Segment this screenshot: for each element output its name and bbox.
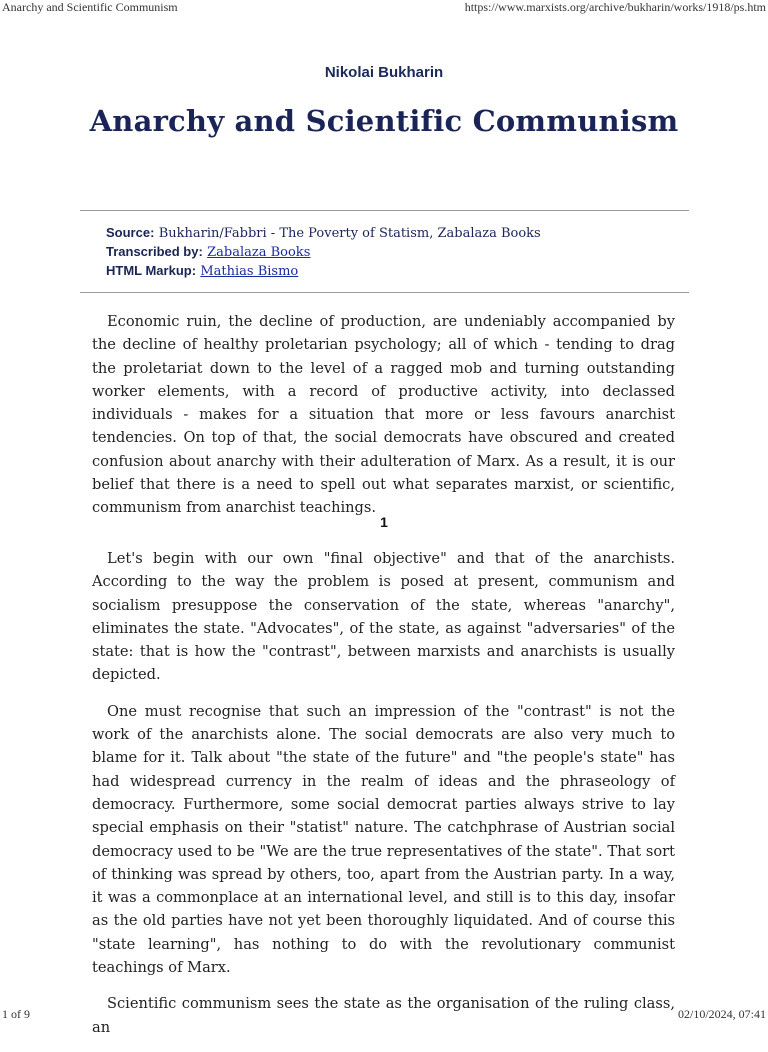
- page-title: Anarchy and Scientific Communism: [89, 104, 679, 138]
- paragraph: Scientific communism sees the state as the organisation of the ruling class, an: [92, 995, 675, 1036]
- source-label: Source:: [106, 225, 155, 240]
- paragraph: Economic ruin, the decline of production, are undeniably accompanied by the decline of healthy proletarian psychology; all of which - tending to drag the proletariat down to the level of a ragged mob and turning outstanding worker elements, with a record of productive activity, into declassed individuals - makes for a situation that more or less favours anarchist tendencies. On top of that, the social democrats have obscured and created confusion about anarchy with their adulteration of Marx. As a result, it is our belief that there is a need to spell out what separates marxist, or scientific, communism from anarchist teachings.: [92, 313, 675, 517]
- print-datetime: 02/10/2024, 07:41: [677, 1007, 766, 1021]
- markup-link[interactable]: Mathias Bismo: [200, 264, 299, 279]
- source-row: [106, 224, 686, 243]
- info-divider-top: [80, 210, 689, 211]
- print-header: [0, 0, 768, 16]
- document-info: [106, 224, 686, 281]
- transcribed-link[interactable]: Zabalaza Books: [207, 245, 311, 260]
- page-count: 1 of 9: [2, 1007, 30, 1021]
- transcribed-label: Transcribed by:: [106, 244, 203, 259]
- markup-label: HTML Markup:: [106, 263, 197, 278]
- print-header-title: Anarchy and Scientific Communism: [2, 0, 178, 14]
- markup-row: [106, 262, 686, 281]
- transcribed-row: [106, 243, 686, 262]
- section-text: [92, 547, 675, 1052]
- source-value: Bukharin/Fabbri - The Poverty of Statism, Zabalaza Books: [158, 226, 541, 241]
- section-number: 1: [380, 514, 388, 530]
- print-footer: [0, 1006, 768, 1024]
- info-divider-bottom: [80, 292, 689, 293]
- author-name: Nikolai Bukharin: [324, 64, 444, 81]
- paragraph: Let's begin with our own "final objective" and that of the anarchists. According to the way the problem is posed at present, communism and socialism presuppose the conservation of the state, whereas "anarchy", eliminates the state. "Advocates", of the state, as against "adversaries" of the state: that is how the "contrast", between marxists and anarchists is usually depicted.: [92, 550, 675, 684]
- print-header-url: https://www.marxists.org/archive/bukharin/works/1918/ps.htm: [464, 0, 766, 14]
- intro-text: [92, 310, 675, 533]
- paragraph: One must recognise that such an impression of the "contrast" is not the work of the anarchists alone. The social democrats are also very much to blame for it. Talk about "the state of the future" and "the people's state" has had widespread currency in the realm of ideas and the phraseology of democracy. Furthermore, some social democrat parties always strive to lay special emphasis on their "statist" nature. The catchphrase of Austrian social democracy used to be "We are the true representatives of the state". That sort of thinking was spread by others, too, apart from the Austrian party. In a way, it was a commonplace at an international level, and still is to this day, insofar as the old parties have not yet been thoroughly liquidated. And of course this "state learning", has nothing to do with the revolutionary communist teachings of Marx.: [92, 702, 675, 977]
